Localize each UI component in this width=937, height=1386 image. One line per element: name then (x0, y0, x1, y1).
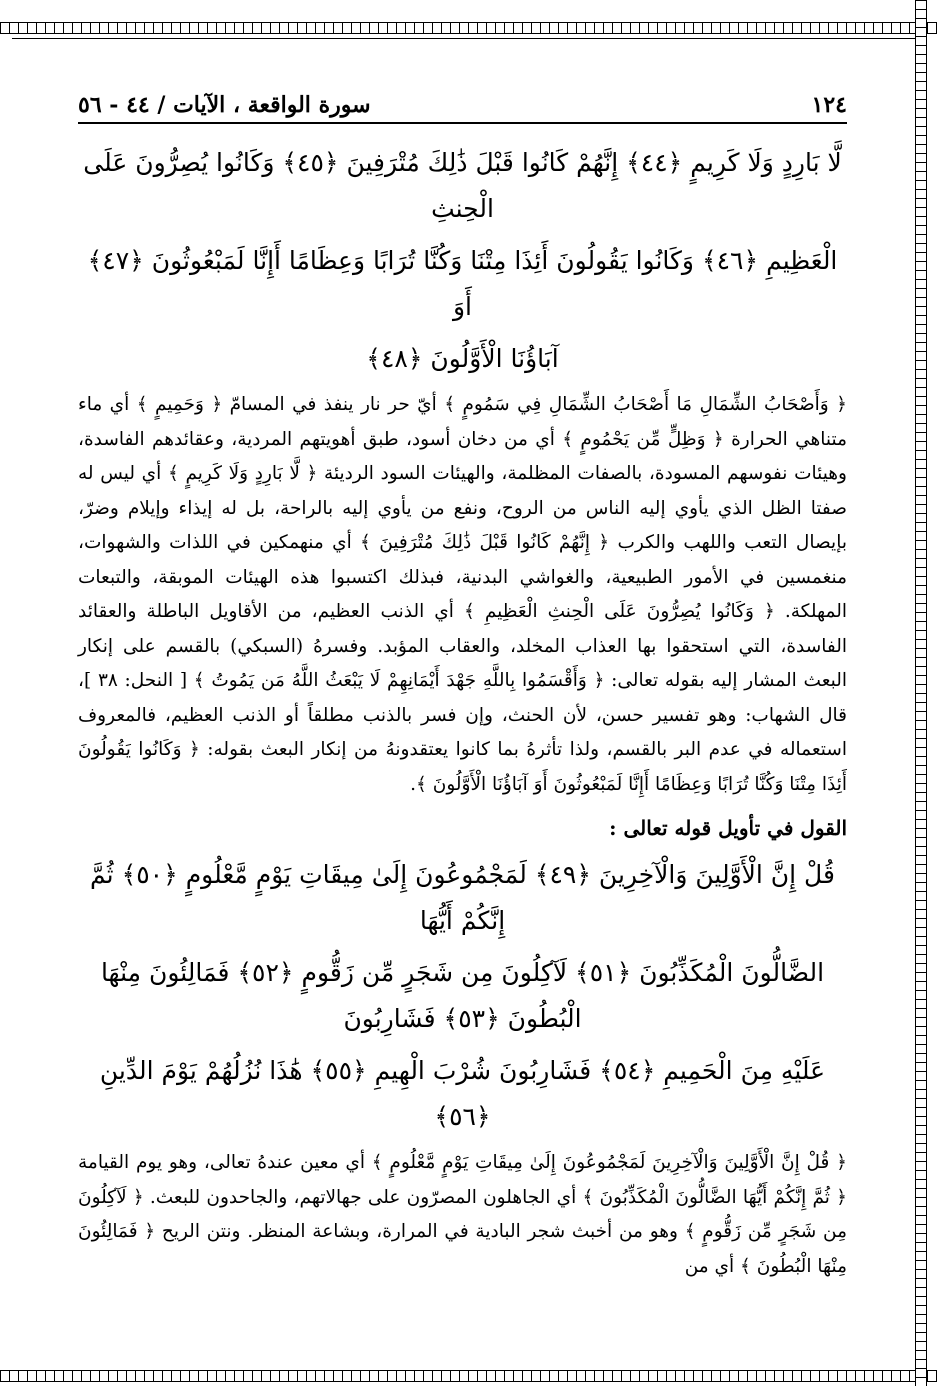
commentary-paragraph-1: ﴿ وَأَصْحَابُ الشِّمَالِ مَا أَصْحَابُ الشِّمَالِ فِي سَمُومٍ ﴾ أيّ حر نار ينفذ في المسامّ ﴿ وَحَمِيمٍ ﴾ أي ماء متناهي الحرارة ﴿ وَظِلٍّ مِّن يَحْمُومٍ ﴾ أي من دخان أسود، طبق أهويتهم المردية، وعقائدهم الفاسدة، وهيئات نفوسهم المسودة، بالصفات المظلمة، والهيئات السود الرديئة ﴿ لَّا بَارِدٍ وَلَا كَرِيمٍ ﴾ أي ليس له صفتا الظل الذي يأوي إليه الناس من الروح، ونفع من يأوي إليه بالراحة، بل له إيذاء وإيلام وضرّ، بإيصال التعب واللهب والكرب ﴿ إِنَّهُمْ كَانُوا قَبْلَ ذَٰلِكَ مُتْرَفِينَ ﴾ أي منهمكين في اللذات والشهوات، منغمسين في الأمور الطبيعية، والغواشي البدنية، فبذلك اكتسبوا هذه الهيئات الموبقة، والتبعات المهلكة. ﴿ وَكَانُوا يُصِرُّونَ عَلَى الْحِنثِ الْعَظِيمِ ﴾ أي الذنب العظيم، من الأقاويل الباطلة والعقائد الفاسدة، التي استحقوا بها العذاب المخلد، والعقاب المؤبد. وفسرهُ (السبكي) بالقسم على إنكار البعث المشار إليه بقوله تعالى: ﴿ وَأَقْسَمُوا بِاللَّهِ جَهْدَ أَيْمَانِهِمْ لَا يَبْعَثُ اللَّهُ مَن يَمُوتُ ﴾ [ النحل: ٣٨ ]، قال الشهاب: وهو تفسير حسن، لأن الحنث، وإن فسر بالذنب مطلقاً أو الذنب العظيم، فالمعروف استعماله في عدم البر بالقسم، ولذا تأثرهُ بما كانوا يعتقدونهُ من إنكار البعث بقوله: ﴿ وَكَانُوا يَقُولُونَ أَئِذَا مِتْنَا وَكُنَّا تُرَابًا وَعِظَامًا أَإِنَّا لَمَبْعُوثُونَ أَوَ آبَاؤُنَا الْأَوَّلُونَ ﴾. (78, 394, 848, 795)
commentary-paragraph-2: ﴿ قُلْ إِنَّ الْأَوَّلِينَ وَالْآخِرِينَ لَمَجْمُوعُونَ إِلَىٰ مِيقَاتِ يَوْمٍ مَّعْلُومٍ ﴾ أي معين عندهُ تعالى، وهو يوم القيامة ﴿ ثُمَّ إِنَّكُمْ أَيُّهَا الضَّالُّونَ الْمُكَذِّبُونَ ﴾ أي الجاهلون المصرّون على جهالاتهم، والجاحدون للبعث. ﴿ لَآكِلُونَ مِن شَجَرٍ مِّن زَقُّومٍ ﴾ وهو من أخبث شجر البادية في المرارة، وبشاعة المنظر. ونتن الريح ﴿ فَمَالِئُونَ مِنْهَا الْبُطُونَ ﴾ أي من (78, 1152, 847, 1277)
verse-line: لَّا بَارِدٍ وَلَا كَرِيمٍ ﴿٤٤﴾ إِنَّهُمْ كَانُوا قَبْلَ ذَٰلِكَ مُتْرَفِينَ ﴿٤٥﴾ وَكَانُوا يُصِرُّونَ عَلَى الْحِنثِ (83, 148, 842, 223)
right-border-ornament (915, 0, 927, 1386)
header-rule (78, 122, 847, 124)
page-header (78, 82, 847, 118)
verses-block-2 (78, 852, 847, 1140)
page-number: ١٢٤ (811, 92, 847, 118)
top-border-ornament (0, 22, 937, 34)
page-content (78, 140, 847, 1284)
bottom-border-ornament (0, 1370, 937, 1382)
verse-line: قُلْ إِنَّ الْأَوَّلِينَ وَالْآخِرِينَ ﴿٤٩﴾ لَمَجْمُوعُونَ إِلَىٰ مِيقَاتِ يَوْمٍ مَّعْلُومٍ ﴿٥٠﴾ ثُمَّ إِنَّكُمْ أَيُّهَا (90, 860, 835, 935)
inner-top-rule (12, 38, 915, 39)
running-title: سورة الواقعة ، الآيات / ٤٤ - ٥٦ (78, 92, 371, 118)
section-heading: القول في تأويل قوله تعالى : (609, 816, 847, 840)
verses-block-1 (78, 140, 847, 382)
verse-line: الْعَظِيمِ ﴿٤٦﴾ وَكَانُوا يَقُولُونَ أَئِذَا مِتْنَا وَكُنَّا تُرَابًا وَعِظَامًا أَإِنَّا لَمَبْعُوثُونَ ﴿٤٧﴾ أَوَ (87, 246, 838, 321)
verse-line: عَلَيْهِ مِنَ الْحَمِيمِ ﴿٥٤﴾ فَشَارِبُونَ شُرْبَ الْهِيمِ ﴿٥٥﴾ هَٰذَا نُزُلُهُمْ يَوْمَ الدِّينِ ﴿٥٦﴾ (99, 1056, 826, 1131)
verse-line: آبَاؤُنَا الْأَوَّلُونَ ﴿٤٨﴾ (366, 344, 559, 373)
verse-line: الضَّالُّونَ الْمُكَذِّبُونَ ﴿٥١﴾ لَآكِلُونَ مِن شَجَرٍ مِّن زَقُّومٍ ﴿٥٢﴾ فَمَالِئُونَ مِنْهَا الْبُطُونَ ﴿٥٣﴾ فَشَارِبُونَ (100, 958, 825, 1033)
